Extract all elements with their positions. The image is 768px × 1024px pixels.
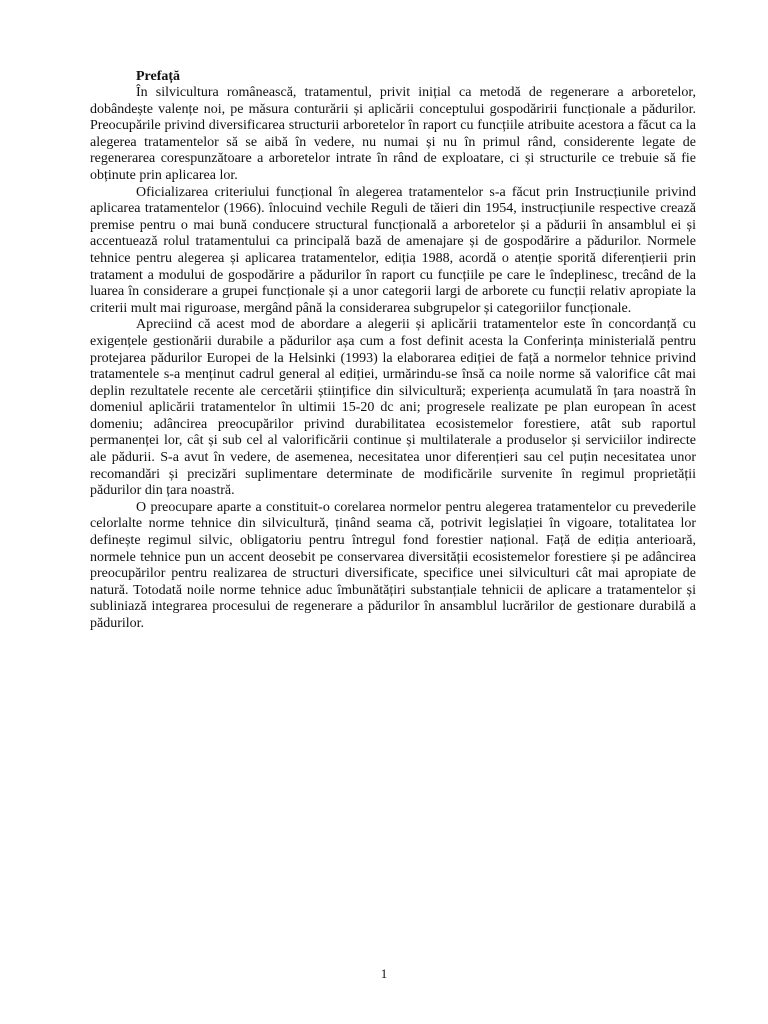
page-number: 1 [380,966,388,981]
paragraph-2: Oficializarea criteriului funcțional în alegerea tratamentelor s-a făcut prin Instrucțiunile privind aplicarea tratamentelor (1966). înlocuind vechile Reguli de tăieri din 1954, instrucțiunile respective crează premise pentru o mai bună conducere structural funcțională a arboretelor și a pădurii în ansamblul ei și accentuează rolul tratamentului ca principală bază de amenajare și de gospodărire a pădurilor. Normele tehnice pentru alegerea și aplicarea tratamentelor, ediția 1988, acordă o atenție sporită diferențierii prin tratament a modului de gospodărire a pădurilor în raport cu funcțiile pe care le îndeplinesc, trecând de la luarea în considerare a grupei funcționale și a unor categorii largi de arborete cu funcții relativ apropiate la criterii mult mai riguroase, mergând până la considerarea subgrupelor și categoriilor funcționale. [90,184,696,316]
paragraph-1: În silvicultura românească, tratamentul, privit inițial ca metodă de regenerare a arboretelor, dobândește valențe noi, pe măsura conturării și aplicării conceptului gospodăririi funcționale a pădurilor. Preocupările privind diversificarea structurii arboretelor în raport cu funcțiile atribuite acestora a făcut ca la alegerea tratamentelor să se aibă în vedere, nu numai și nu în primul rând, considerente legate de regenerarea corespunzătoare a arboretelor intrate în rând de exploatare, ci și structurile ce trebuie să fie obținute prin aplicarea lor. [90,85,696,183]
document-title: Prefață [136,69,181,84]
paragraph-3: Apreciind că acest mod de abordare a alegerii și aplicării tratamentelor este în concordanță cu exigențele gestionării durabile a pădurilor așa cum a fost definit acesta la Conferința ministerială pentru protejarea pădurilor Europei de la Helsinki (1993) la elaborarea ediției de față a normelor tehnice privind tratamentele s-a menținut cadrul general al ediției, urmărindu-se însă ca noile norme să valorifice cât mai deplin rezultatele recente ale cercetării științifice din silvicultură; experiența acumulată în țara noastră în domeniul aplicării tratamentelor în ultimii 15-20 dc ani; progresele realizate pe plan european în acest domeniu; adâncirea preocupărilor privind durabilitatea ecosistemelor forestiere, atât sub raportul permanenței lor, cât și sub cel al valorificării continue și multilaterale a produselor și serviciilor indirecte ale pădurii. S-a avut în vedere, de asemenea, necesitatea unor diferențieri sau cel puțin necesitatea unor recomandări și precizări suplimentare determinate de modificările survenite în regimul proprietății pădurilor din țara noastră. [90,317,696,499]
paragraph-4: O preocupare aparte a constituit-o corelarea normelor pentru alegerea tratamentelor cu prevederile celorlalte norme tehnice din silvicultură, ținând seama că, potrivit legislației în vigoare, totalitatea lor definește regimul silvic, obligatoriu pentru întregul fond forestier național. Față de ediția anterioară, normele tehnice pun un accent deosebit pe conservarea diversității ecosistemelor forestiere și pe adâncirea preocupărilor pentru realizarea de structuri diversificate, specifice unei silviculturi cât mai apropiate de natură. Totodată noile norme tehnice aduc îmbunătățiri substanțiale tehnicii de aplicare a tratamentelor și subliniază integrarea procesului de regenerare a pădurilor în ansamblul lucrărilor de gestionare durabilă a pădurilor. [90,499,696,631]
page-content [90,68,696,633]
